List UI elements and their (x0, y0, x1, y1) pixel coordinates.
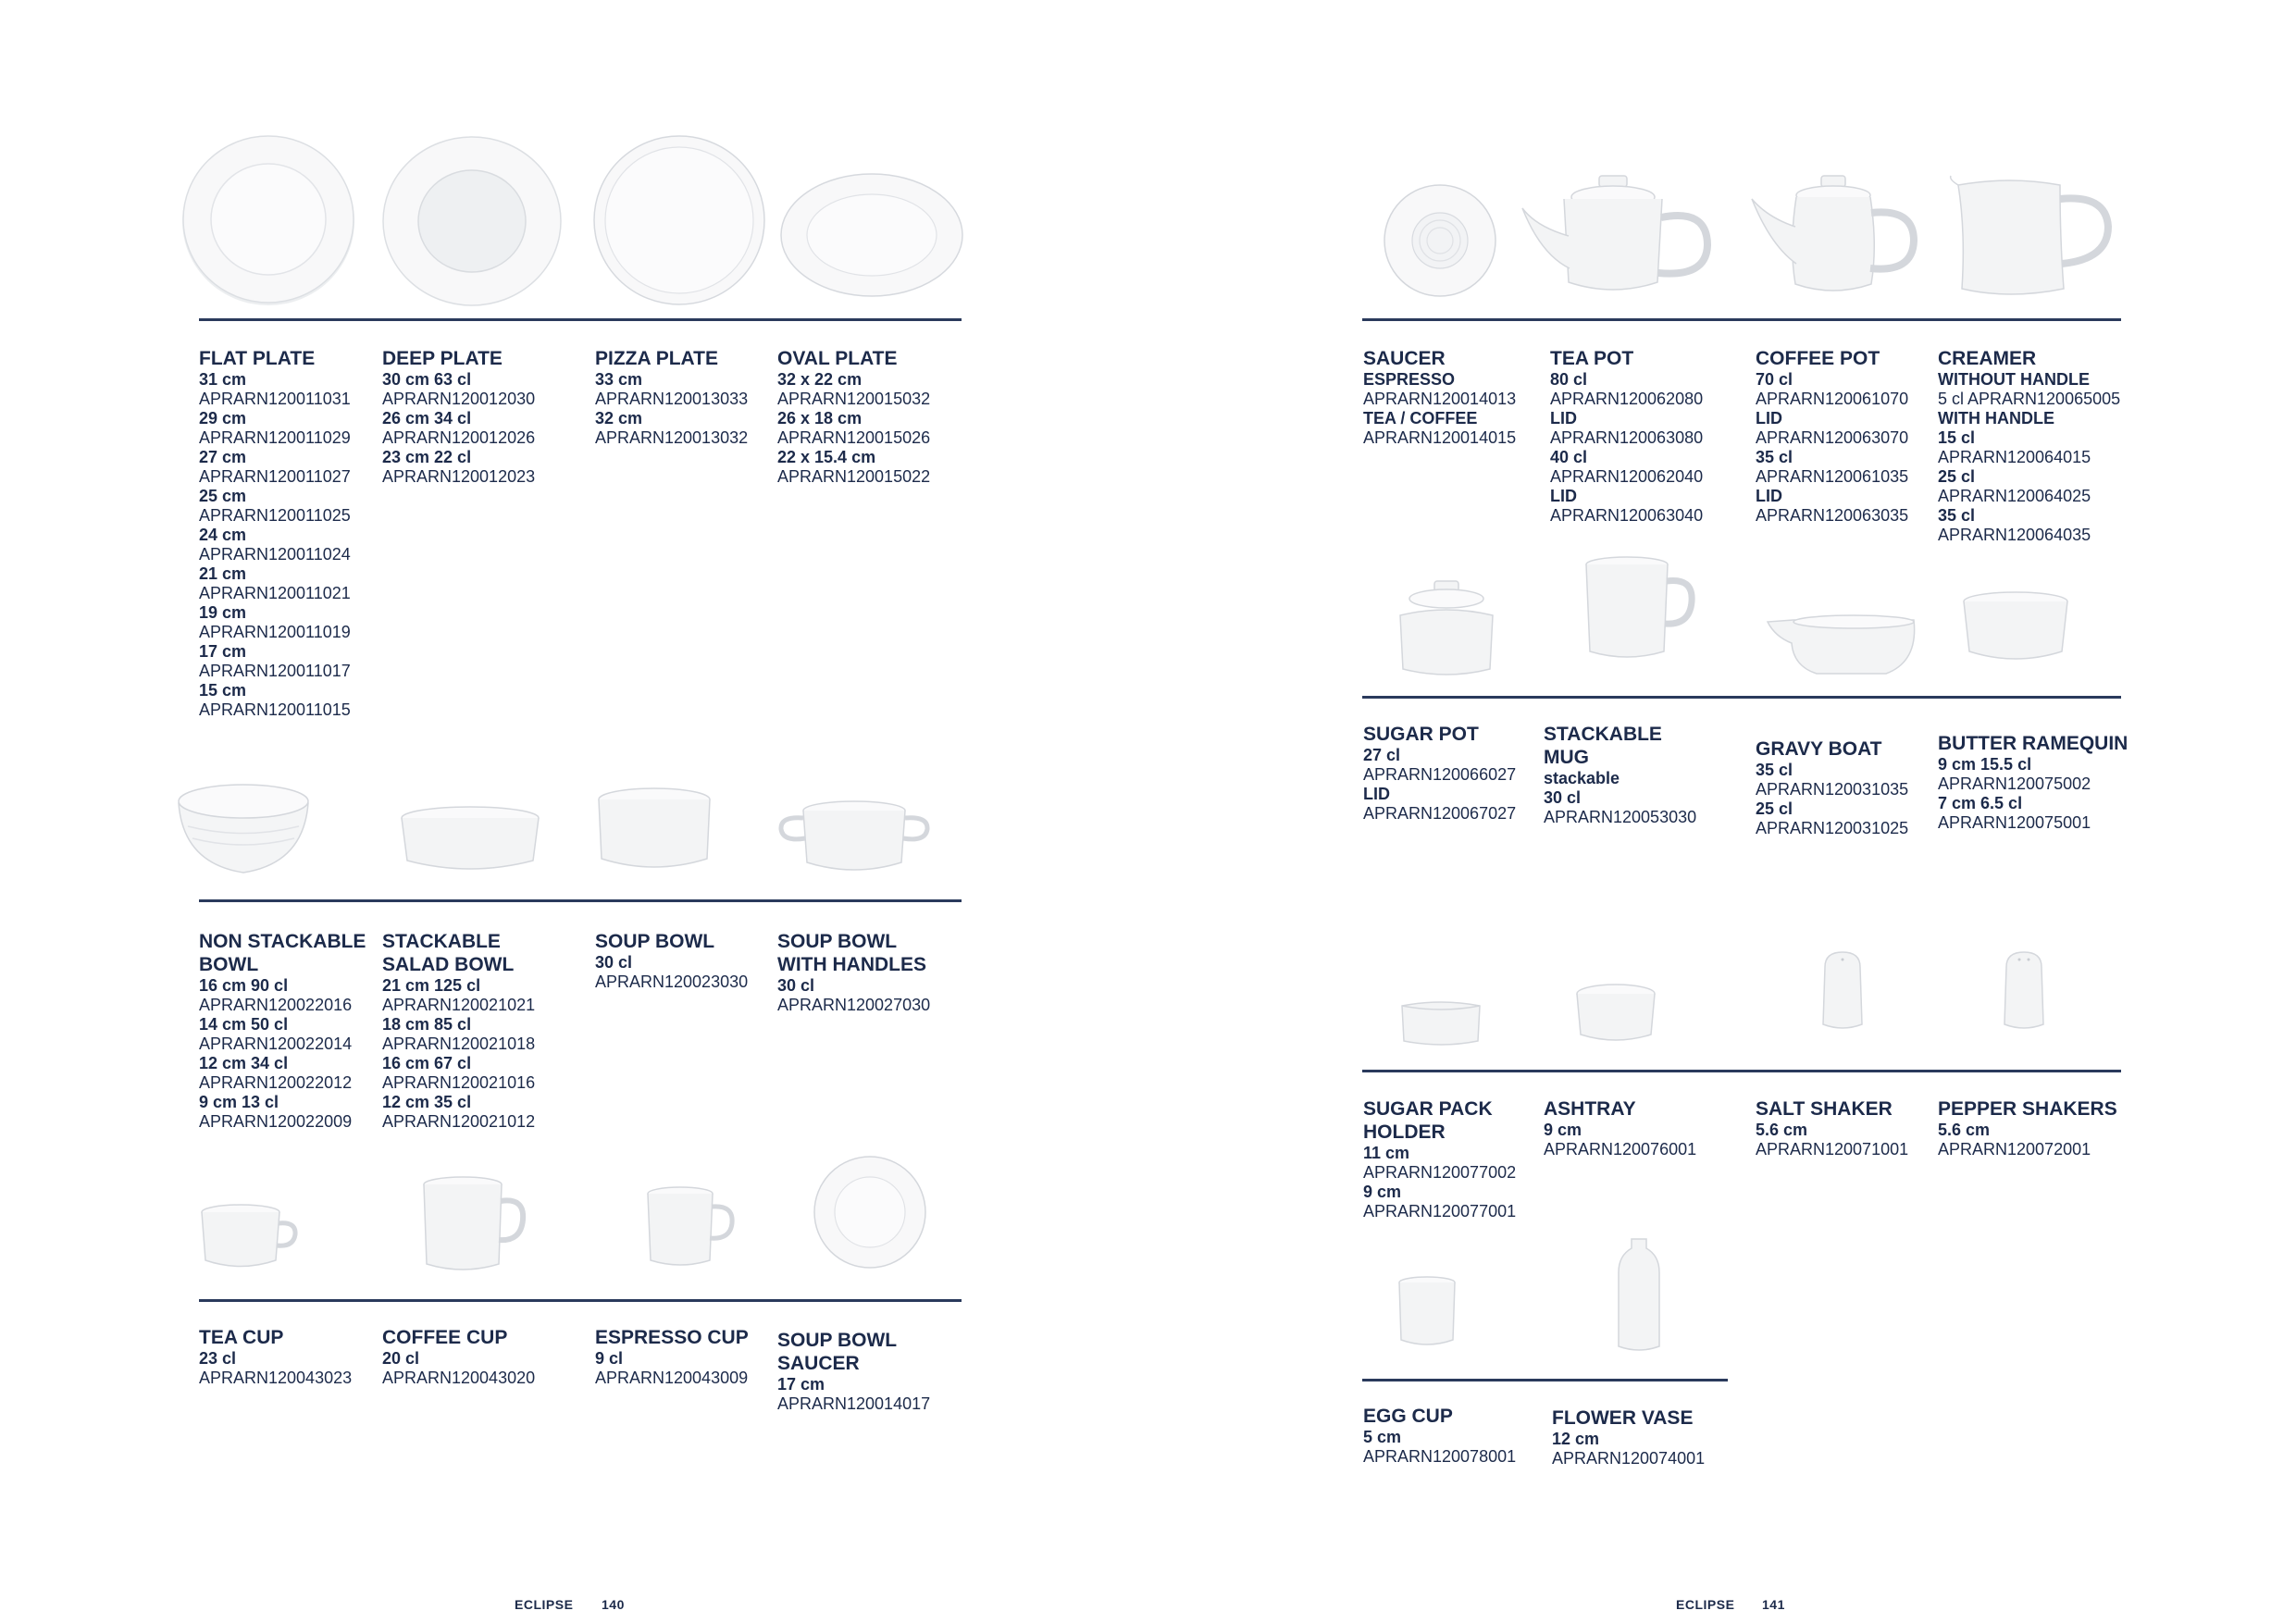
product-title: FLOWER VASE (1552, 1407, 1694, 1429)
product-spec: 31 cm (199, 370, 247, 389)
saucer-image (1383, 183, 1498, 299)
product-spec: 17 cm (199, 642, 247, 661)
product-code: 5 cl APRARN120065005 (1938, 390, 2121, 408)
product-code: APRARN120022016 (199, 996, 353, 1014)
product-code: APRARN120063080 (1550, 428, 1704, 447)
product-title: NON STACKABLE BOWL (199, 931, 366, 975)
product-code: APRARN120013033 (595, 390, 749, 408)
product-spec: 9 cm (1363, 1183, 1402, 1201)
soup-bowl-handles-image (776, 798, 933, 877)
product-sugar-pack-holder (1363, 1097, 1548, 1221)
product-code: APRARN120011024 (199, 545, 351, 564)
product-spec: 15 cl (1938, 428, 1976, 447)
product-code: APRARN120021021 (382, 996, 536, 1014)
product-title: SOUP BOWL (595, 931, 715, 952)
product-code: APRARN120078001 (1363, 1447, 1517, 1466)
product-code: APRARN120021016 (382, 1073, 536, 1092)
product-code: APRARN120031025 (1756, 819, 1909, 837)
product-code: APRARN120077001 (1363, 1202, 1517, 1220)
product-deep-plate (382, 347, 567, 487)
product-spec: LID (1756, 409, 1782, 427)
product-spec: LID (1756, 487, 1782, 505)
product-code: APRARN120075002 (1938, 774, 2091, 793)
product-espresso-cup (595, 1326, 780, 1388)
creamer-image (1949, 176, 2116, 301)
product-spec: 11 cm (1363, 1144, 1410, 1162)
product-code: APRARN120011025 (199, 506, 351, 525)
product-code: APRARN120071001 (1756, 1140, 1909, 1158)
product-title: FLAT PLATE (199, 348, 316, 369)
product-spec: ESPRESSO (1363, 370, 1456, 389)
product-spec: 25 cm (199, 487, 247, 505)
product-spec: 9 cm 13 cl (199, 1093, 279, 1111)
product-flat-plate (199, 347, 384, 720)
product-spec: 35 cl (1756, 761, 1793, 779)
product-spec: 35 cl (1938, 506, 1976, 525)
product-saucer (1363, 347, 1548, 448)
footer-page-number-right: 141 (1762, 1597, 1785, 1612)
product-gravy-boat (1756, 737, 1941, 838)
product-code: APRARN120021018 (382, 1035, 536, 1053)
product-spec: 30 cl (777, 976, 815, 995)
product-title: COFFEE POT (1756, 348, 1880, 369)
product-title: PEPPER SHAKERS (1938, 1098, 2117, 1120)
product-title: EGG CUP (1363, 1406, 1453, 1427)
product-code: APRARN120014013 (1363, 390, 1517, 408)
product-code: APRARN120013032 (595, 428, 749, 447)
product-title: SOUP BOWL SAUCER (777, 1330, 898, 1374)
product-code: APRARN120023030 (595, 973, 749, 991)
product-title: TEA CUP (199, 1327, 284, 1348)
product-spec: 16 cm 67 cl (382, 1054, 472, 1072)
product-code: APRARN120015032 (777, 390, 931, 408)
gravy-boat-image (1766, 611, 1923, 680)
coffee-pot-image (1747, 171, 1932, 301)
divider-row-4-right (1362, 1379, 1728, 1381)
product-spec: TEA / COFFEE (1363, 409, 1478, 427)
product-spec: 27 cm (199, 448, 247, 466)
product-spec: 40 cl (1550, 448, 1588, 466)
product-spec: 30 cm 63 cl (382, 370, 472, 389)
product-soup-bowl (595, 930, 780, 992)
product-spec: 25 cl (1756, 799, 1793, 818)
egg-cup-image (1396, 1275, 1458, 1349)
product-stackable-salad-bowl (382, 930, 567, 1132)
product-salt-shaker (1756, 1097, 1941, 1159)
product-code: APRARN120012030 (382, 390, 536, 408)
product-spec: 5.6 cm (1938, 1121, 1991, 1139)
product-code: APRARN120015022 (777, 467, 931, 486)
product-title: STACKABLE MUG (1544, 724, 1662, 768)
product-oval-plate (777, 347, 962, 487)
sugar-pot-image (1396, 578, 1497, 680)
product-title: SAUCER (1363, 348, 1446, 369)
product-code: APRARN120014015 (1363, 428, 1517, 447)
product-spec: 12 cm (1552, 1430, 1600, 1448)
product-spec: 24 cm (199, 526, 247, 544)
pepper-shaker-image (1997, 948, 2051, 1032)
product-code: APRARN120012026 (382, 428, 536, 447)
product-spec: 20 cl (382, 1349, 420, 1368)
product-spec: 9 cl (595, 1349, 624, 1368)
product-code: APRARN120075001 (1938, 813, 2091, 832)
product-spec: WITH HANDLE (1938, 409, 2054, 427)
product-code: APRARN120062040 (1550, 467, 1704, 486)
product-code: APRARN120021012 (382, 1112, 536, 1131)
product-code: APRARN120067027 (1363, 804, 1517, 823)
product-title: OVAL PLATE (777, 348, 898, 369)
product-code: APRARN120012023 (382, 467, 536, 486)
product-spec: WITHOUT HANDLE (1938, 370, 2090, 389)
product-code: APRARN120063070 (1756, 428, 1909, 447)
divider-row-1-left (199, 318, 962, 321)
product-code: APRARN120022009 (199, 1112, 353, 1131)
product-soup-bowl-handles (777, 930, 962, 1015)
product-ashtray (1544, 1097, 1729, 1159)
product-spec: 15 cm (199, 681, 247, 700)
divider-row-2-left (199, 899, 962, 902)
product-soup-bowl-saucer (777, 1329, 962, 1414)
product-code: APRARN120011021 (199, 584, 351, 602)
product-spec: 21 cm 125 cl (382, 976, 481, 995)
deep-plate-image (381, 135, 563, 307)
product-code: APRARN120074001 (1552, 1449, 1706, 1468)
stackable-mug-image (1582, 555, 1698, 666)
tea-cup-image (199, 1203, 301, 1272)
footer-collection-right: ECLIPSE (1676, 1597, 1735, 1612)
product-title: DEEP PLATE (382, 348, 503, 369)
flower-vase-image (1613, 1235, 1665, 1356)
product-spec: 32 x 22 cm (777, 370, 863, 389)
product-spec: 26 x 18 cm (777, 409, 863, 427)
product-spec: LID (1550, 409, 1577, 427)
product-sugar-pot (1363, 723, 1548, 824)
product-title: BUTTER RAMEQUIN (1938, 733, 2128, 754)
salt-shaker-image (1816, 948, 1869, 1032)
product-title: CREAMER (1938, 348, 2037, 369)
product-code: APRARN120011027 (199, 467, 351, 486)
product-code: APRARN120011031 (199, 390, 351, 408)
product-spec: 27 cl (1363, 746, 1401, 764)
product-spec: 35 cl (1756, 448, 1793, 466)
product-spec: LID (1363, 785, 1390, 803)
product-title: ESPRESSO CUP (595, 1327, 749, 1348)
product-title: PIZZA PLATE (595, 348, 718, 369)
product-title: ASHTRAY (1544, 1098, 1636, 1120)
product-title: TEA POT (1550, 348, 1634, 369)
product-code: APRARN120027030 (777, 996, 931, 1014)
butter-ramequin-image (1960, 590, 2071, 666)
product-pepper-shakers (1938, 1097, 2141, 1159)
product-code: APRARN120066027 (1363, 765, 1517, 784)
product-spec: 29 cm (199, 409, 247, 427)
product-code: APRARN120077002 (1363, 1163, 1517, 1182)
product-spec: 32 cm (595, 409, 643, 427)
product-code: APRARN120031035 (1756, 780, 1909, 799)
product-non-stackable-bowl (199, 930, 393, 1132)
non-stackable-bowl-image (174, 775, 313, 877)
espresso-cup-image (645, 1184, 738, 1272)
product-code: APRARN120063040 (1550, 506, 1704, 525)
product-code: APRARN120076001 (1544, 1140, 1697, 1158)
product-spec: LID (1550, 487, 1577, 505)
divider-row-2-right (1362, 696, 2121, 699)
product-code: APRARN120022012 (199, 1073, 353, 1092)
product-spec: 19 cm (199, 603, 247, 622)
product-egg-cup (1363, 1405, 1548, 1467)
soup-bowl-saucer-image (813, 1155, 928, 1270)
product-spec: 9 cm (1544, 1121, 1582, 1139)
product-spec: 70 cl (1756, 370, 1793, 389)
product-code: APRARN120064025 (1938, 487, 2091, 505)
product-spec: 12 cm 35 cl (382, 1093, 472, 1111)
product-spec: 26 cm 34 cl (382, 409, 472, 427)
product-butter-ramequin (1938, 732, 2141, 833)
product-spec: 22 x 15.4 cm (777, 448, 876, 466)
product-spec: stackable (1544, 769, 1620, 787)
product-code: APRARN120072001 (1938, 1140, 2091, 1158)
divider-row-1-right (1362, 318, 2121, 321)
product-code: APRARN120062080 (1550, 390, 1704, 408)
product-spec: 33 cm (595, 370, 643, 389)
product-code: APRARN120043023 (199, 1369, 353, 1387)
product-pizza-plate (595, 347, 780, 448)
product-coffee-cup (382, 1326, 567, 1388)
product-creamer (1938, 347, 2141, 545)
product-spec: 23 cl (199, 1349, 237, 1368)
stackable-salad-bowl-image (396, 805, 544, 877)
product-code: APRARN120061035 (1756, 467, 1909, 486)
product-code: APRARN120043009 (595, 1369, 749, 1387)
footer-collection-left: ECLIPSE (515, 1597, 574, 1612)
product-title: STACKABLE SALAD BOWL (382, 931, 515, 975)
product-code: APRARN120064035 (1938, 526, 2091, 544)
product-spec: 5.6 cm (1756, 1121, 1808, 1139)
product-stackable-mug (1544, 723, 1729, 827)
product-spec: 17 cm (777, 1375, 825, 1394)
product-code: APRARN120014017 (777, 1394, 931, 1413)
product-spec: 30 cl (1544, 788, 1582, 807)
product-tea-cup (199, 1326, 384, 1388)
soup-bowl-image (594, 787, 714, 875)
divider-row-3-right (1362, 1070, 2121, 1072)
product-title: SOUP BOWL WITH HANDLES (777, 931, 926, 975)
product-code: APRARN120011019 (199, 623, 351, 641)
product-spec: 16 cm 90 cl (199, 976, 289, 995)
product-code: APRARN120063035 (1756, 506, 1909, 525)
product-spec: 9 cm 15.5 cl (1938, 755, 2032, 774)
product-code: APRARN120011017 (199, 662, 351, 680)
product-tea-pot (1550, 347, 1735, 526)
product-spec: 80 cl (1550, 370, 1588, 389)
ashtray-image (1573, 983, 1658, 1047)
product-code: APRARN120015026 (777, 428, 931, 447)
product-spec: 23 cm 22 cl (382, 448, 472, 466)
product-spec: 25 cl (1938, 467, 1976, 486)
product-spec: 12 cm 34 cl (199, 1054, 289, 1072)
product-title: SALT SHAKER (1756, 1098, 1893, 1120)
product-code: APRARN120022014 (199, 1035, 353, 1053)
product-spec: 7 cm 6.5 cl (1938, 794, 2023, 812)
product-title: COFFEE CUP (382, 1327, 508, 1348)
product-code: APRARN120011029 (199, 428, 351, 447)
product-flower-vase (1552, 1406, 1737, 1468)
product-code: APRARN120053030 (1544, 808, 1697, 826)
product-spec: 5 cm (1363, 1428, 1402, 1446)
product-code: APRARN120011015 (199, 700, 351, 719)
footer-page-number-left: 140 (602, 1597, 625, 1612)
product-title: SUGAR PACK HOLDER (1363, 1098, 1493, 1143)
product-spec: 21 cm (199, 564, 247, 583)
coffee-cup-image (421, 1175, 527, 1277)
product-coffee-pot (1756, 347, 1941, 526)
product-code: APRARN120064015 (1938, 448, 2091, 466)
product-code: APRARN120043020 (382, 1369, 536, 1387)
product-spec: 14 cm 50 cl (199, 1015, 289, 1034)
product-spec: 30 cl (595, 953, 633, 972)
flat-plate-image (180, 131, 356, 307)
product-code: APRARN120061070 (1756, 390, 1909, 408)
sugar-pack-holder-image (1399, 995, 1483, 1050)
product-spec: 18 cm 85 cl (382, 1015, 472, 1034)
product-title: GRAVY BOAT (1756, 738, 1882, 760)
product-title: SUGAR POT (1363, 724, 1479, 745)
divider-row-3-left (199, 1299, 962, 1302)
tea-pot-image (1518, 171, 1721, 301)
pizza-plate-image (592, 134, 766, 306)
oval-plate-image (779, 168, 964, 298)
